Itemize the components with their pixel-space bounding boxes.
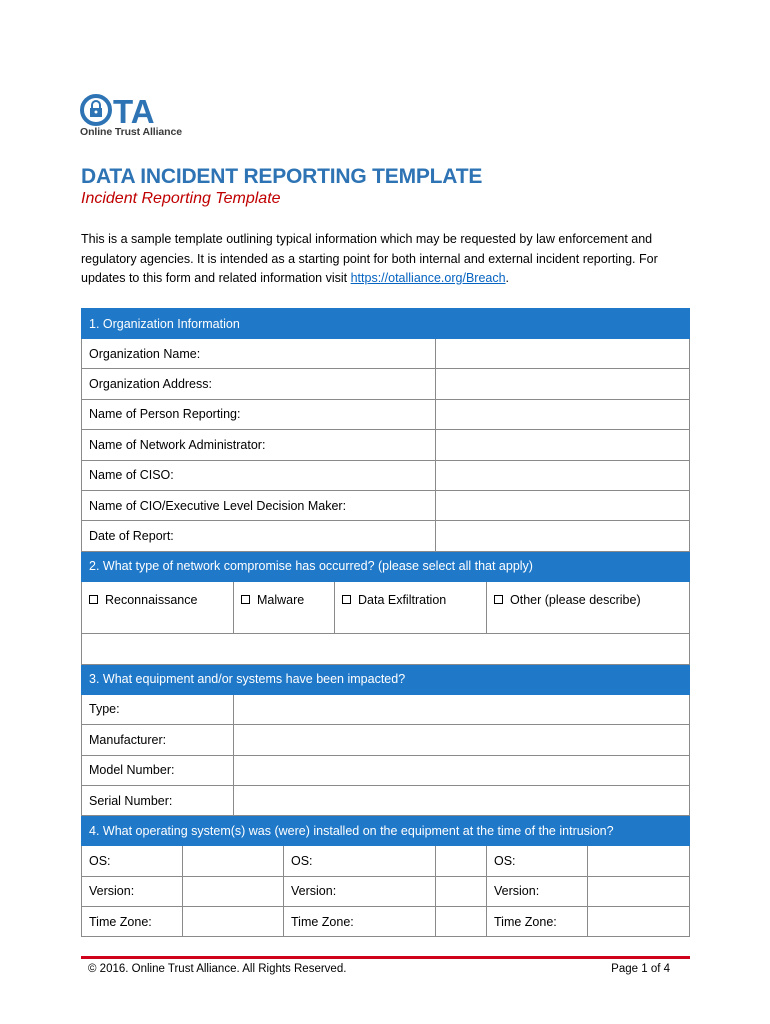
manufacturer-label: Manufacturer: bbox=[82, 725, 234, 755]
section-2-header-row bbox=[82, 551, 690, 581]
version-field-2[interactable] bbox=[436, 876, 487, 906]
network-admin-row bbox=[82, 430, 690, 460]
cio-field[interactable] bbox=[436, 490, 690, 520]
section-3-header: 3. What equipment and/or systems have been impacted? bbox=[82, 664, 690, 694]
footer-rule bbox=[81, 956, 690, 959]
ota-logo-mark bbox=[80, 94, 190, 128]
network-admin-label: Name of Network Administrator: bbox=[82, 430, 436, 460]
footer-page-number: Page 1 of 4 bbox=[611, 963, 670, 975]
time-zone-row bbox=[82, 907, 690, 937]
section-1-header: 1. Organization Information bbox=[82, 309, 690, 339]
checkbox-malware[interactable] bbox=[241, 595, 250, 604]
version-label-1: Version: bbox=[82, 876, 183, 906]
time-zone-label-3: Time Zone: bbox=[487, 907, 588, 937]
manufacturer-row bbox=[82, 725, 690, 755]
option-label: Data Exfiltration bbox=[358, 592, 447, 607]
model-number-field[interactable] bbox=[234, 755, 690, 785]
ciso-label: Name of CISO: bbox=[82, 460, 436, 490]
time-zone-field-1[interactable] bbox=[183, 907, 284, 937]
org-name-field[interactable] bbox=[436, 339, 690, 369]
time-zone-label-2: Time Zone: bbox=[284, 907, 436, 937]
org-address-label: Organization Address: bbox=[82, 369, 436, 399]
cio-label: Name of CIO/Executive Level Decision Maker: bbox=[82, 490, 436, 520]
option-malware[interactable] bbox=[234, 581, 335, 633]
equipment-type-field[interactable] bbox=[234, 694, 690, 724]
svg-text:TA: TA bbox=[113, 94, 155, 128]
section-1-header-row bbox=[82, 309, 690, 339]
footer-copyright: © 2016. Online Trust Alliance. All Rights Reserved. bbox=[88, 963, 347, 975]
org-name-row bbox=[82, 339, 690, 369]
os-label-2: OS: bbox=[284, 846, 436, 876]
report-date-label: Date of Report: bbox=[82, 521, 436, 551]
os-label-3: OS: bbox=[487, 846, 588, 876]
model-number-row bbox=[82, 755, 690, 785]
compromise-options-row bbox=[82, 581, 690, 633]
intro-suffix: . bbox=[505, 271, 510, 285]
person-reporting-label: Name of Person Reporting: bbox=[82, 399, 436, 429]
option-other[interactable] bbox=[487, 581, 690, 633]
option-label: Other (please describe) bbox=[510, 592, 641, 607]
incident-form-table bbox=[81, 308, 690, 937]
option-label: Reconnaissance bbox=[105, 592, 198, 607]
time-zone-field-2[interactable] bbox=[436, 907, 487, 937]
compromise-description-row bbox=[82, 633, 690, 664]
document-subtitle: Incident Reporting Template bbox=[81, 190, 281, 207]
breach-link[interactable]: https://otalliance.org/Breach bbox=[350, 271, 506, 285]
org-address-field[interactable] bbox=[436, 369, 690, 399]
version-row bbox=[82, 876, 690, 906]
org-address-row bbox=[82, 369, 690, 399]
os-field-2[interactable] bbox=[436, 846, 487, 876]
manufacturer-field[interactable] bbox=[234, 725, 690, 755]
person-reporting-field[interactable] bbox=[436, 399, 690, 429]
document-title: DATA INCIDENT REPORTING TEMPLATE bbox=[81, 165, 483, 188]
network-admin-field[interactable] bbox=[436, 430, 690, 460]
cio-row bbox=[82, 490, 690, 520]
intro-paragraph bbox=[81, 230, 691, 289]
section-4-header: 4. What operating system(s) was (were) installed on the equipment at the time of the intrusion? bbox=[82, 816, 690, 846]
checkbox-reconnaissance[interactable] bbox=[89, 595, 98, 604]
time-zone-label-1: Time Zone: bbox=[82, 907, 183, 937]
checkbox-other[interactable] bbox=[494, 595, 503, 604]
os-field-3[interactable] bbox=[588, 846, 690, 876]
report-date-field[interactable] bbox=[436, 521, 690, 551]
compromise-description-field[interactable] bbox=[82, 633, 690, 664]
logo-subtext: Online Trust Alliance bbox=[80, 126, 182, 138]
section-4-header-row bbox=[82, 816, 690, 846]
version-label-3: Version: bbox=[487, 876, 588, 906]
equipment-type-row bbox=[82, 694, 690, 724]
option-reconnaissance[interactable] bbox=[82, 581, 234, 633]
serial-number-field[interactable] bbox=[234, 785, 690, 815]
org-name-label: Organization Name: bbox=[82, 339, 436, 369]
ciso-field[interactable] bbox=[436, 460, 690, 490]
os-row bbox=[82, 846, 690, 876]
ota-logo bbox=[80, 94, 200, 142]
os-label-1: OS: bbox=[82, 846, 183, 876]
equipment-type-label: Type: bbox=[82, 694, 234, 724]
option-label: Malware bbox=[257, 592, 305, 607]
checkbox-data-exfiltration[interactable] bbox=[342, 595, 351, 604]
section-3-header-row bbox=[82, 664, 690, 694]
os-field-1[interactable] bbox=[183, 846, 284, 876]
version-field-3[interactable] bbox=[588, 876, 690, 906]
model-number-label: Model Number: bbox=[82, 755, 234, 785]
ciso-row bbox=[82, 460, 690, 490]
serial-number-label: Serial Number: bbox=[82, 785, 234, 815]
section-2-header: 2. What type of network compromise has occurred? (please select all that apply) bbox=[82, 551, 690, 581]
option-data-exfiltration[interactable] bbox=[335, 581, 487, 633]
intro-text: This is a sample template outlining typical information which may be requested by law enforcement and regulatory agencies. It is intended as a starting point for both internal and external incident reporting. For updates to this form and related information visit bbox=[81, 232, 658, 285]
version-field-1[interactable] bbox=[183, 876, 284, 906]
serial-number-row bbox=[82, 785, 690, 815]
report-date-row bbox=[82, 521, 690, 551]
person-reporting-row bbox=[82, 399, 690, 429]
version-label-2: Version: bbox=[284, 876, 436, 906]
time-zone-field-3[interactable] bbox=[588, 907, 690, 937]
